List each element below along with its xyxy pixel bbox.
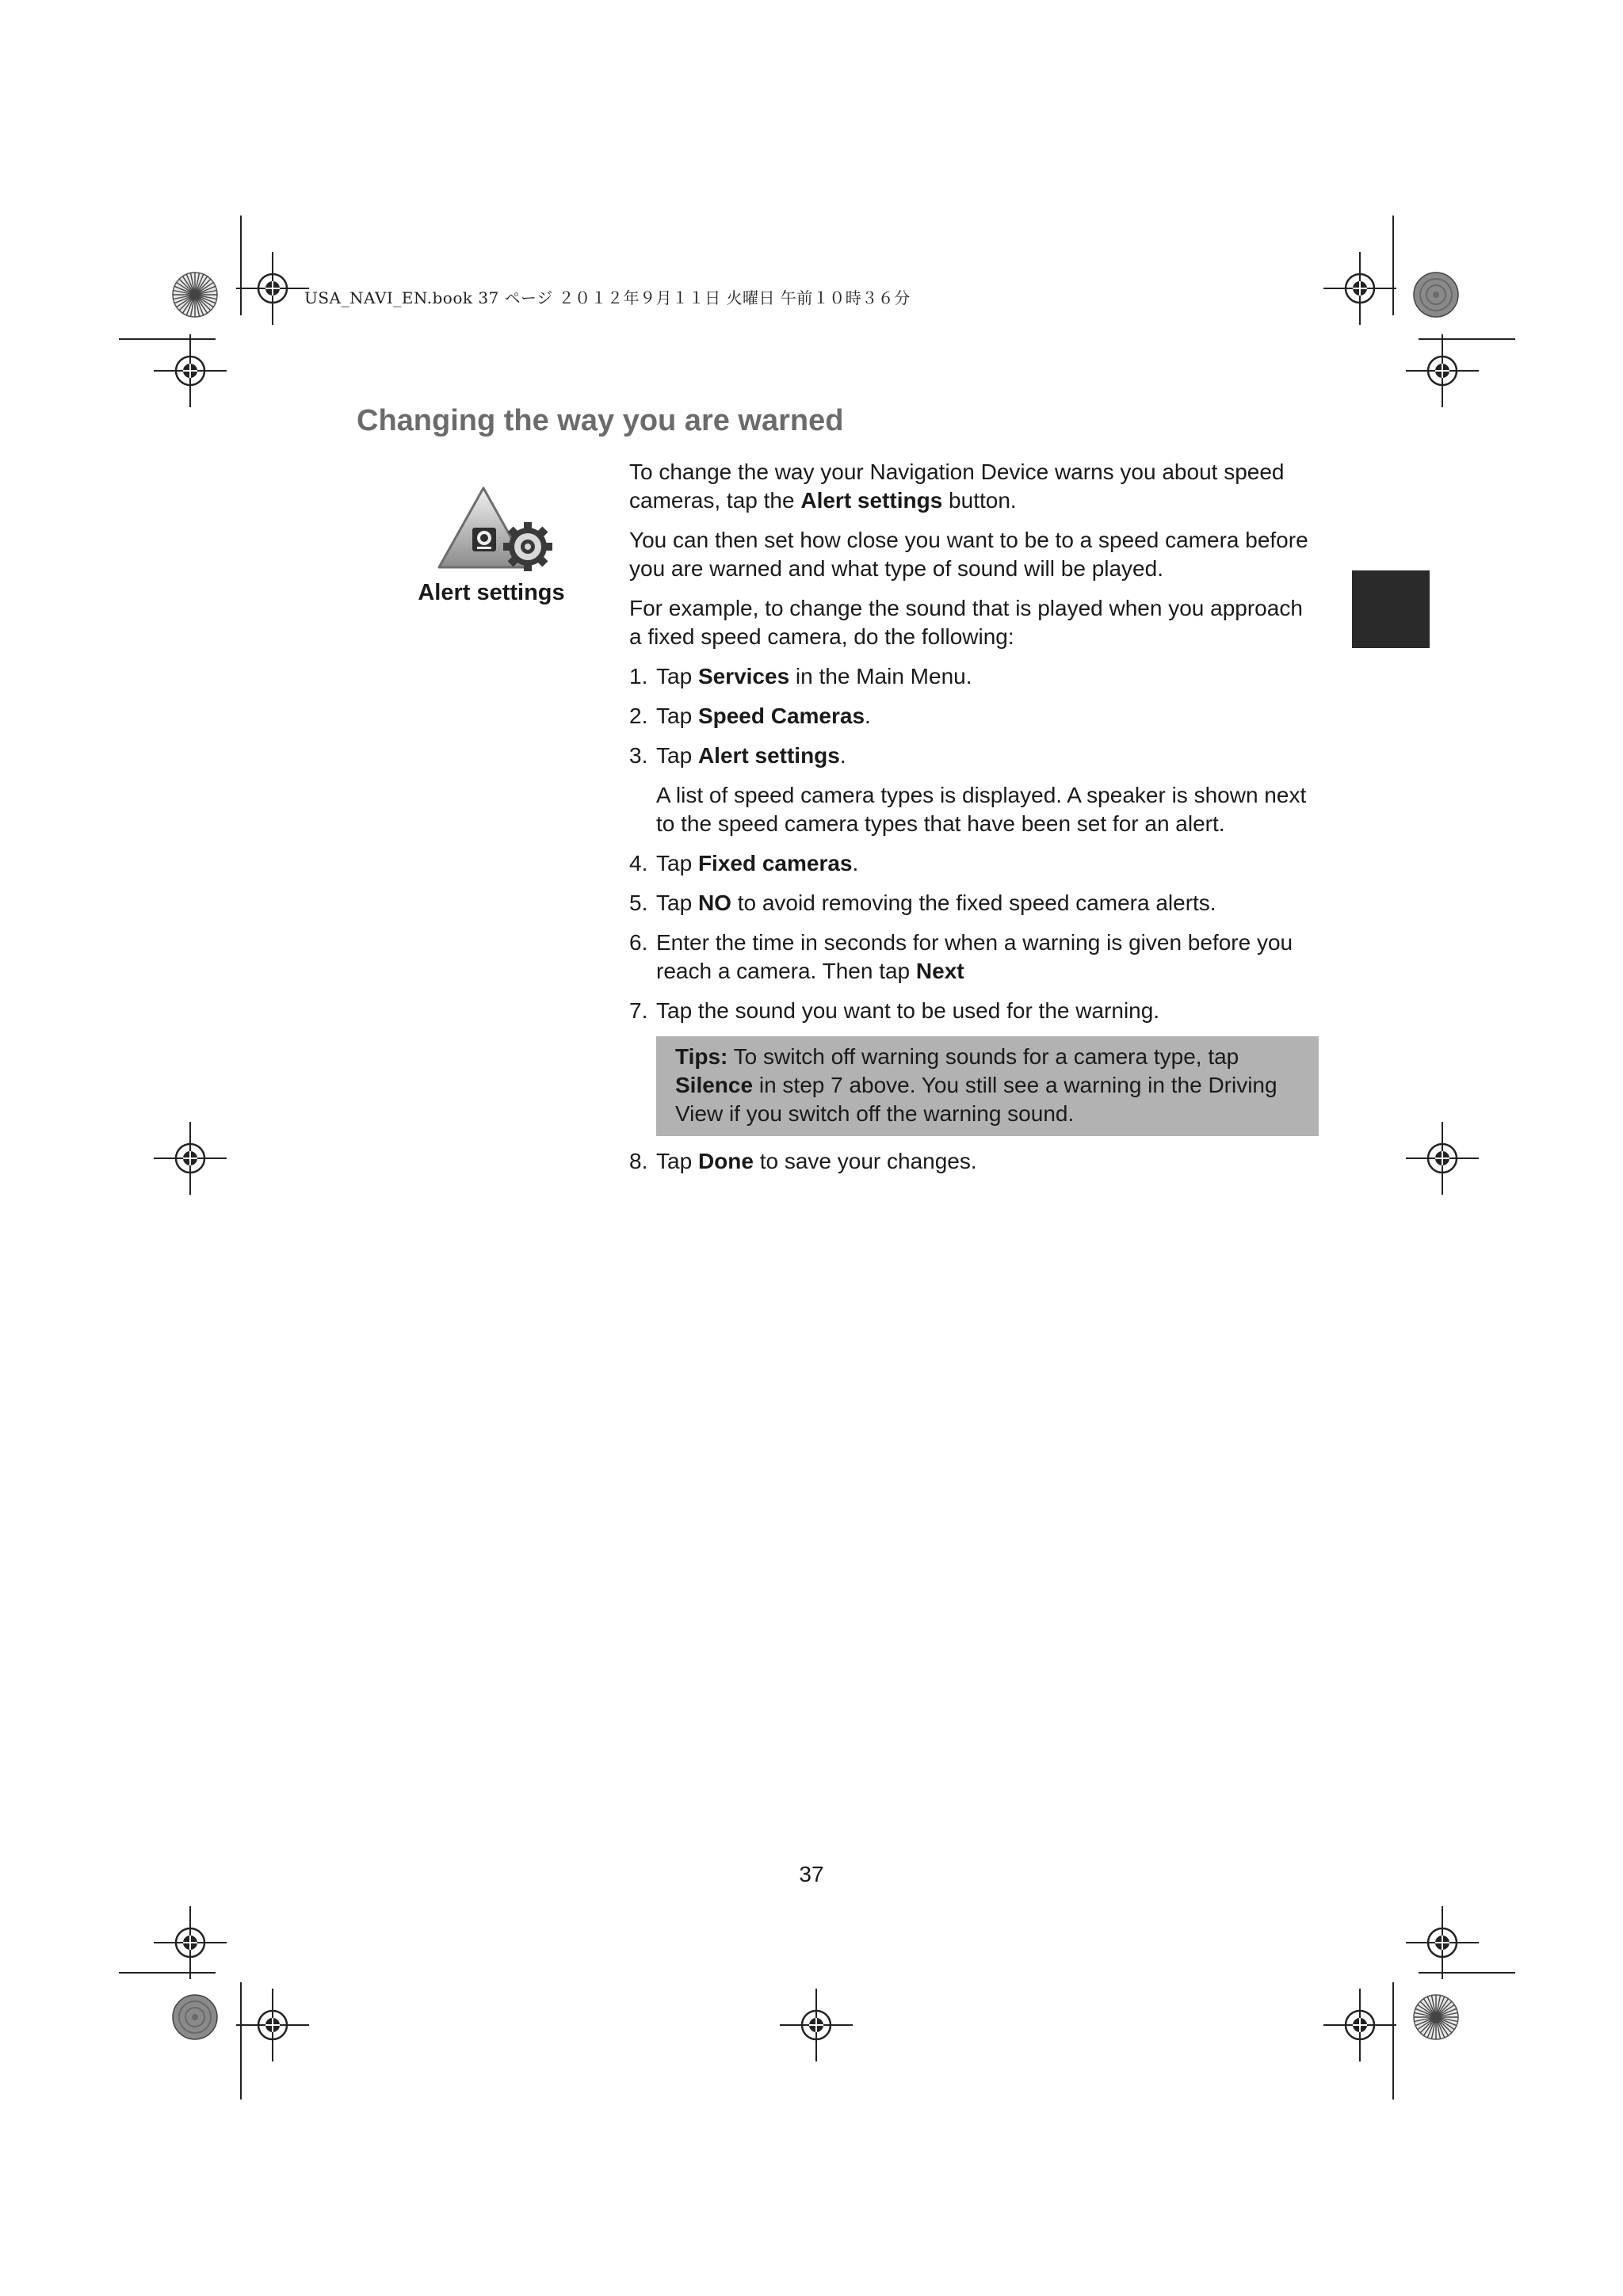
alert-settings-caption: Alert settings	[418, 580, 565, 605]
steps-list-final	[629, 1147, 1319, 1176]
step-item: 7. Tap the sound you want to be used for the warning.	[629, 998, 1160, 1023]
tips-box: Tips: To switch off warning sounds for a camera type, tap Silence in step 7 above. You still see a warning in the Driving View if you switch off the warning sound.	[656, 1036, 1319, 1136]
step-item: 4. Tap Fixed cameras.	[629, 851, 859, 875]
chapter-tab-marker	[1352, 570, 1430, 648]
print-slug: USA_NAVI_EN.book 37 ページ ２０１２年９月１１日 火曜日 午前１０時３６分	[304, 288, 911, 307]
step-item: 8. Tap Done to save your changes.	[629, 1149, 977, 1173]
intro-paragraph: You can then set how close you want to be to a speed camera before you are warned and what type of sound will be played.	[629, 528, 1308, 581]
step-note: A list of speed camera types is displayed. A speaker is shown next to the speed camera types that have been set for an alert.	[656, 783, 1307, 836]
step-item: 2. Tap Speed Cameras.	[629, 704, 871, 728]
intro-paragraph: For example, to change the sound that is played when you approach a fixed speed camera, do the following:	[629, 596, 1303, 649]
section-title: Changing the way you are warned	[357, 404, 844, 437]
page-number: 37	[799, 1862, 824, 1886]
alert-settings-icon	[434, 485, 555, 578]
steps-list	[629, 662, 1319, 1025]
step-item: 3. Tap Alert settings. A list of speed camera types is displayed. A speaker is shown next to the speed camera types that have been set for an alert.	[629, 742, 1319, 838]
body-text	[629, 458, 1319, 1187]
step-item: 6. Enter the time in seconds for when a warning is given before you reach a camera. Then tap Next	[629, 930, 1293, 983]
intro-paragraph: To change the way your Navigation Device warns you about speed cameras, tap the Alert settings button.	[629, 460, 1285, 513]
step-item: 5. Tap NO to avoid removing the fixed speed camera alerts.	[629, 891, 1216, 915]
step-item: 1. Tap Services in the Main Menu.	[629, 664, 972, 688]
